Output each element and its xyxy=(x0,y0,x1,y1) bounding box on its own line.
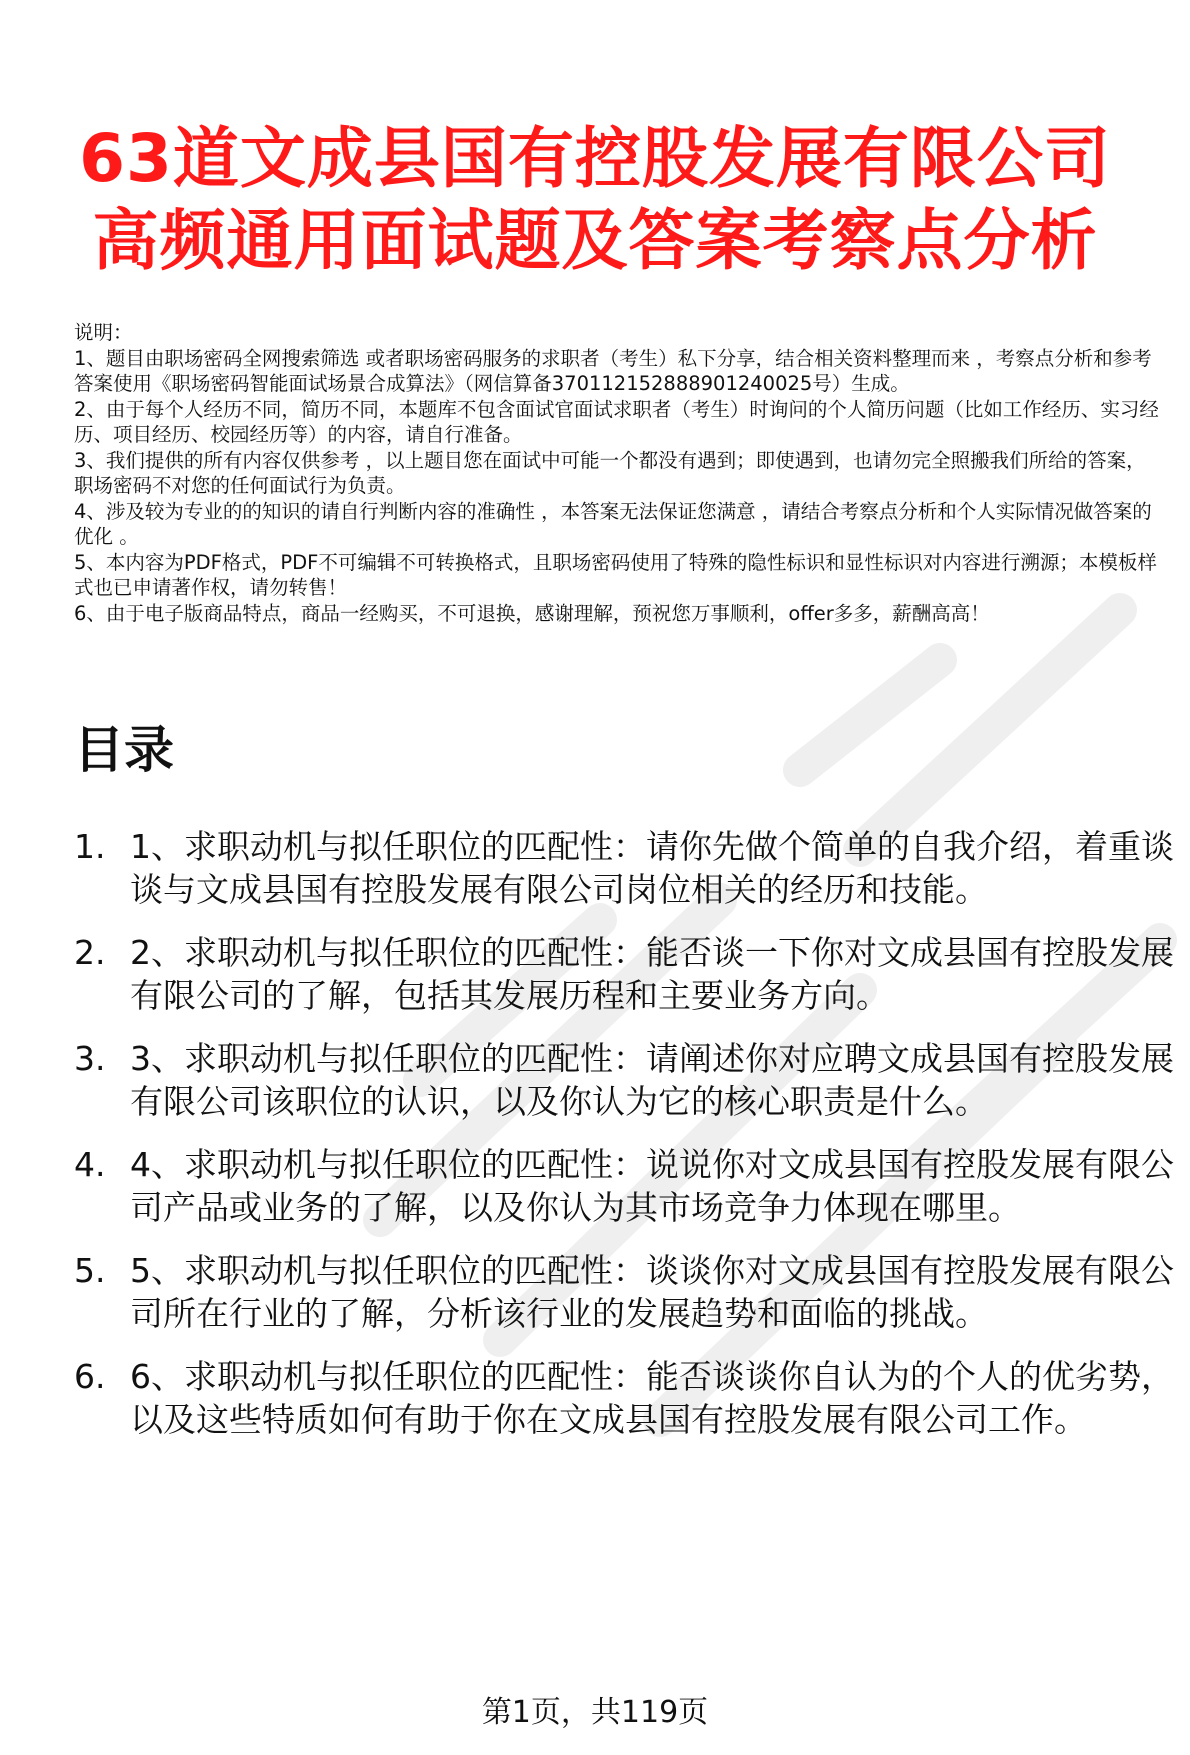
notes-heading: 说明： xyxy=(74,321,133,344)
title-line-1: 63道文成县国有控股发展有限公司 xyxy=(79,120,1111,197)
title-line-2: 高频通用面试题及答案考察点分析 xyxy=(92,202,1098,279)
page-number: 第1页，共119页 xyxy=(481,1695,709,1730)
toc-item-number: 4. xyxy=(74,1145,106,1184)
toc-item-text: 1、求职动机与拟任职位的匹配性：请你先做个简单的自我介绍，着重谈谈与文成县国有控股发展有限公司岗位相关的经历和技能。 xyxy=(130,827,1174,909)
document-title xyxy=(60,118,1130,282)
note-item: 5、本内容为PDF格式，PDF不可编辑不可转换格式，且职场密码使用了特殊的隐性标识和显性标识对内容进行溯源；本模板样式也已申请著作权，请勿转售！ xyxy=(74,550,1157,599)
note-item: 2、由于每个人经历不同，简历不同，本题库不包含面试官面试求职者（考生）时询问的个人简历问题（比如工作经历、实习经历、项目经历、校园经历等）的内容，请自行准备。 xyxy=(74,397,1159,446)
toc-item[interactable] xyxy=(74,825,1174,911)
note-item: 4、涉及较为专业的的知识的请自行判断内容的准确性 ，本答案无法保证您满意 ，请结合考察点分析和个人实际情况做答案的优化 。 xyxy=(74,499,1152,548)
toc-item-text: 4、求职动机与拟任职位的匹配性：说说你对文成县国有控股发展有限公司产品或业务的了解，以及你认为其市场竞争力体现在哪里。 xyxy=(130,1145,1174,1227)
toc-item-number: 3. xyxy=(74,1039,106,1078)
toc-item-text: 2、求职动机与拟任职位的匹配性：能否谈一下你对文成县国有控股发展有限公司的了解，包括其发展历程和主要业务方向。 xyxy=(130,933,1174,1015)
toc-item[interactable] xyxy=(74,931,1174,1017)
toc-item[interactable] xyxy=(74,1249,1174,1335)
toc-heading: 目录 xyxy=(74,721,174,779)
toc-item-number: 2. xyxy=(74,933,106,972)
toc-item[interactable] xyxy=(74,1355,1174,1441)
notes-section xyxy=(74,320,1164,626)
toc-item-number: 5. xyxy=(74,1251,106,1290)
toc-item-text: 5、求职动机与拟任职位的匹配性：谈谈你对文成县国有控股发展有限公司所在行业的了解，分析该行业的发展趋势和面临的挑战。 xyxy=(130,1251,1174,1333)
toc-list xyxy=(74,825,1174,1461)
toc-item-number: 6. xyxy=(74,1357,106,1396)
toc-item[interactable] xyxy=(74,1143,1174,1229)
toc-item-number: 1. xyxy=(74,827,106,866)
note-item: 6、由于电子版商品特点，商品一经购买，不可退换，感谢理解，预祝您万事顺利，offer多多，薪酬高高！ xyxy=(74,601,990,625)
toc-item[interactable] xyxy=(74,1037,1174,1123)
toc-item-text: 3、求职动机与拟任职位的匹配性：请阐述你对应聘文成县国有控股发展有限公司该职位的认识，以及你认为它的核心职责是什么。 xyxy=(130,1039,1174,1121)
toc-item-text: 6、求职动机与拟任职位的匹配性：能否谈谈你自认为的个人的优劣势，以及这些特质如何有助于你在文成县国有控股发展有限公司工作。 xyxy=(130,1357,1174,1439)
note-item: 3、我们提供的所有内容仅供参考 ，以上题目您在面试中可能一个都没有遇到；即使遇到，也请勿完全照搬我们所给的答案，职场密码不对您的任何面试行为负责。 xyxy=(74,448,1146,497)
note-item: 1、题目由职场密码全网搜索筛选 或者职场密码服务的求职者（考生）私下分享，结合相关资料整理而来 ，考察点分析和参考答案使用《职场密码智能面试场景合成算法》（网信算备370112152888901240025号）生成。 xyxy=(74,346,1152,395)
